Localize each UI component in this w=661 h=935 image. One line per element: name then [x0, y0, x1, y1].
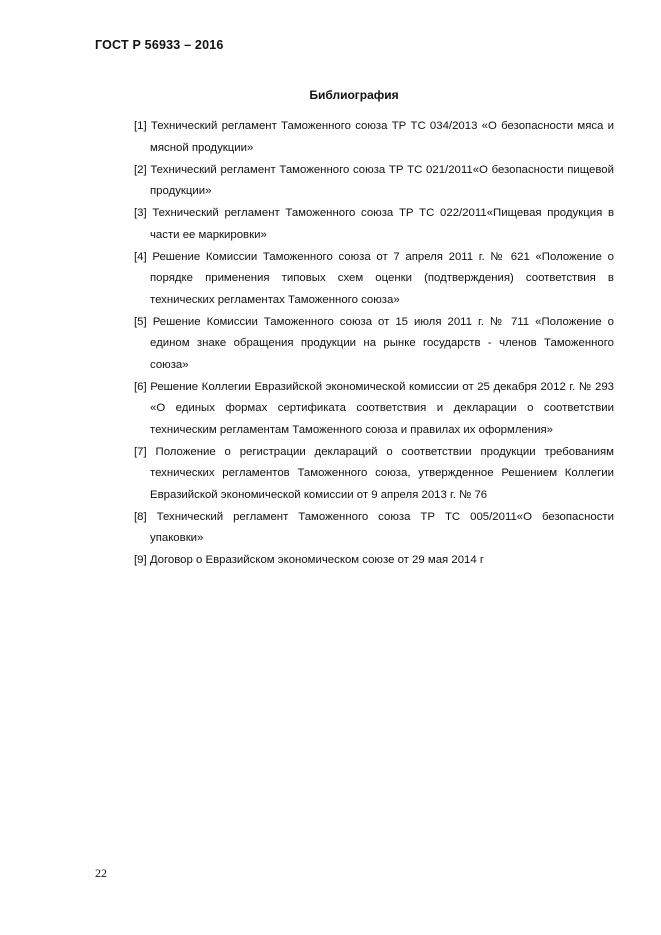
bibliography-item-text: Технический регламент Таможенного союза ТР ТС 005/2011«О безопасности упаковки» [150, 510, 614, 544]
bibliography-item-number: [5] [134, 315, 147, 328]
bibliography-item-number: [3] [134, 207, 147, 219]
bibliography-item-text: Решение Коллегии Евразийской экономической комиссии от 25 декабря 2012 г. № 293 «О единых формах сертификата соответствия и декларации о соответствии техническим регламентам Таможенного союза и правилах их оформления» [150, 380, 614, 436]
bibliography-item-text: Положение о регистрации деклараций о соответствии продукции требованиям технических регламентов Таможенного союза, утвержденное Решением Коллегии Евразийской экономической комиссии от 9 апреля 2013 г. № 76 [150, 445, 615, 501]
bibliography-item-4 [134, 247, 614, 312]
bibliography-item-6 [134, 377, 614, 442]
bibliography-item-1 [134, 116, 614, 159]
bibliography-item-number: [9] [134, 554, 147, 566]
bibliography-item-8 [134, 507, 614, 550]
bibliography-title: Библиография [309, 88, 399, 102]
bibliography-item-number: [6] [134, 380, 147, 393]
bibliography-item-5 [134, 312, 614, 377]
bibliography-item-number: [4] [134, 250, 147, 263]
bibliography-item-number: [2] [134, 163, 147, 176]
bibliography-item-text: Технический регламент Таможенного союза ТР ТС 021/2011«О безопасности пищевой продукции» [150, 163, 614, 197]
bibliography-item-9 [134, 550, 614, 572]
standard-designation: ГОСТ Р 56933 – 2016 [95, 38, 224, 52]
bibliography-list [134, 116, 614, 572]
bibliography-item-text: Решение Комиссии Таможенного союза от 7 апреля 2011 г. № 621 «Положение о порядке применения типовых схем оценки (подтверждения) соответствия в технических регламентах Таможенного союза» [150, 250, 614, 306]
bibliography-item-text: Технический регламент Таможенного союза ТР ТС 034/2013 «О безопасности мяса и мясной продукции» [150, 120, 614, 154]
bibliography-item-2 [134, 160, 614, 203]
bibliography-item-number: [8] [134, 510, 147, 523]
bibliography-item-number: [7] [134, 445, 147, 458]
bibliography-item-text: Решение Комиссии Таможенного союза от 15 июля 2011 г. № 711 «Положение о едином знаке обращения продукции на рынке государств - членов Таможенного союза» [150, 315, 614, 371]
bibliography-item-text: Договор о Евразийском экономическом союзе от 29 мая 2014 г [149, 554, 485, 566]
bibliography-item-number: [1] [134, 120, 147, 132]
page-number: 22 [95, 866, 107, 880]
bibliography-item-text: Технический регламент Таможенного союза ТР ТС 022/2011«Пищевая продукция в части ее маркировки» [150, 207, 614, 241]
bibliography-item-3 [134, 203, 614, 246]
bibliography-item-7 [134, 442, 614, 507]
